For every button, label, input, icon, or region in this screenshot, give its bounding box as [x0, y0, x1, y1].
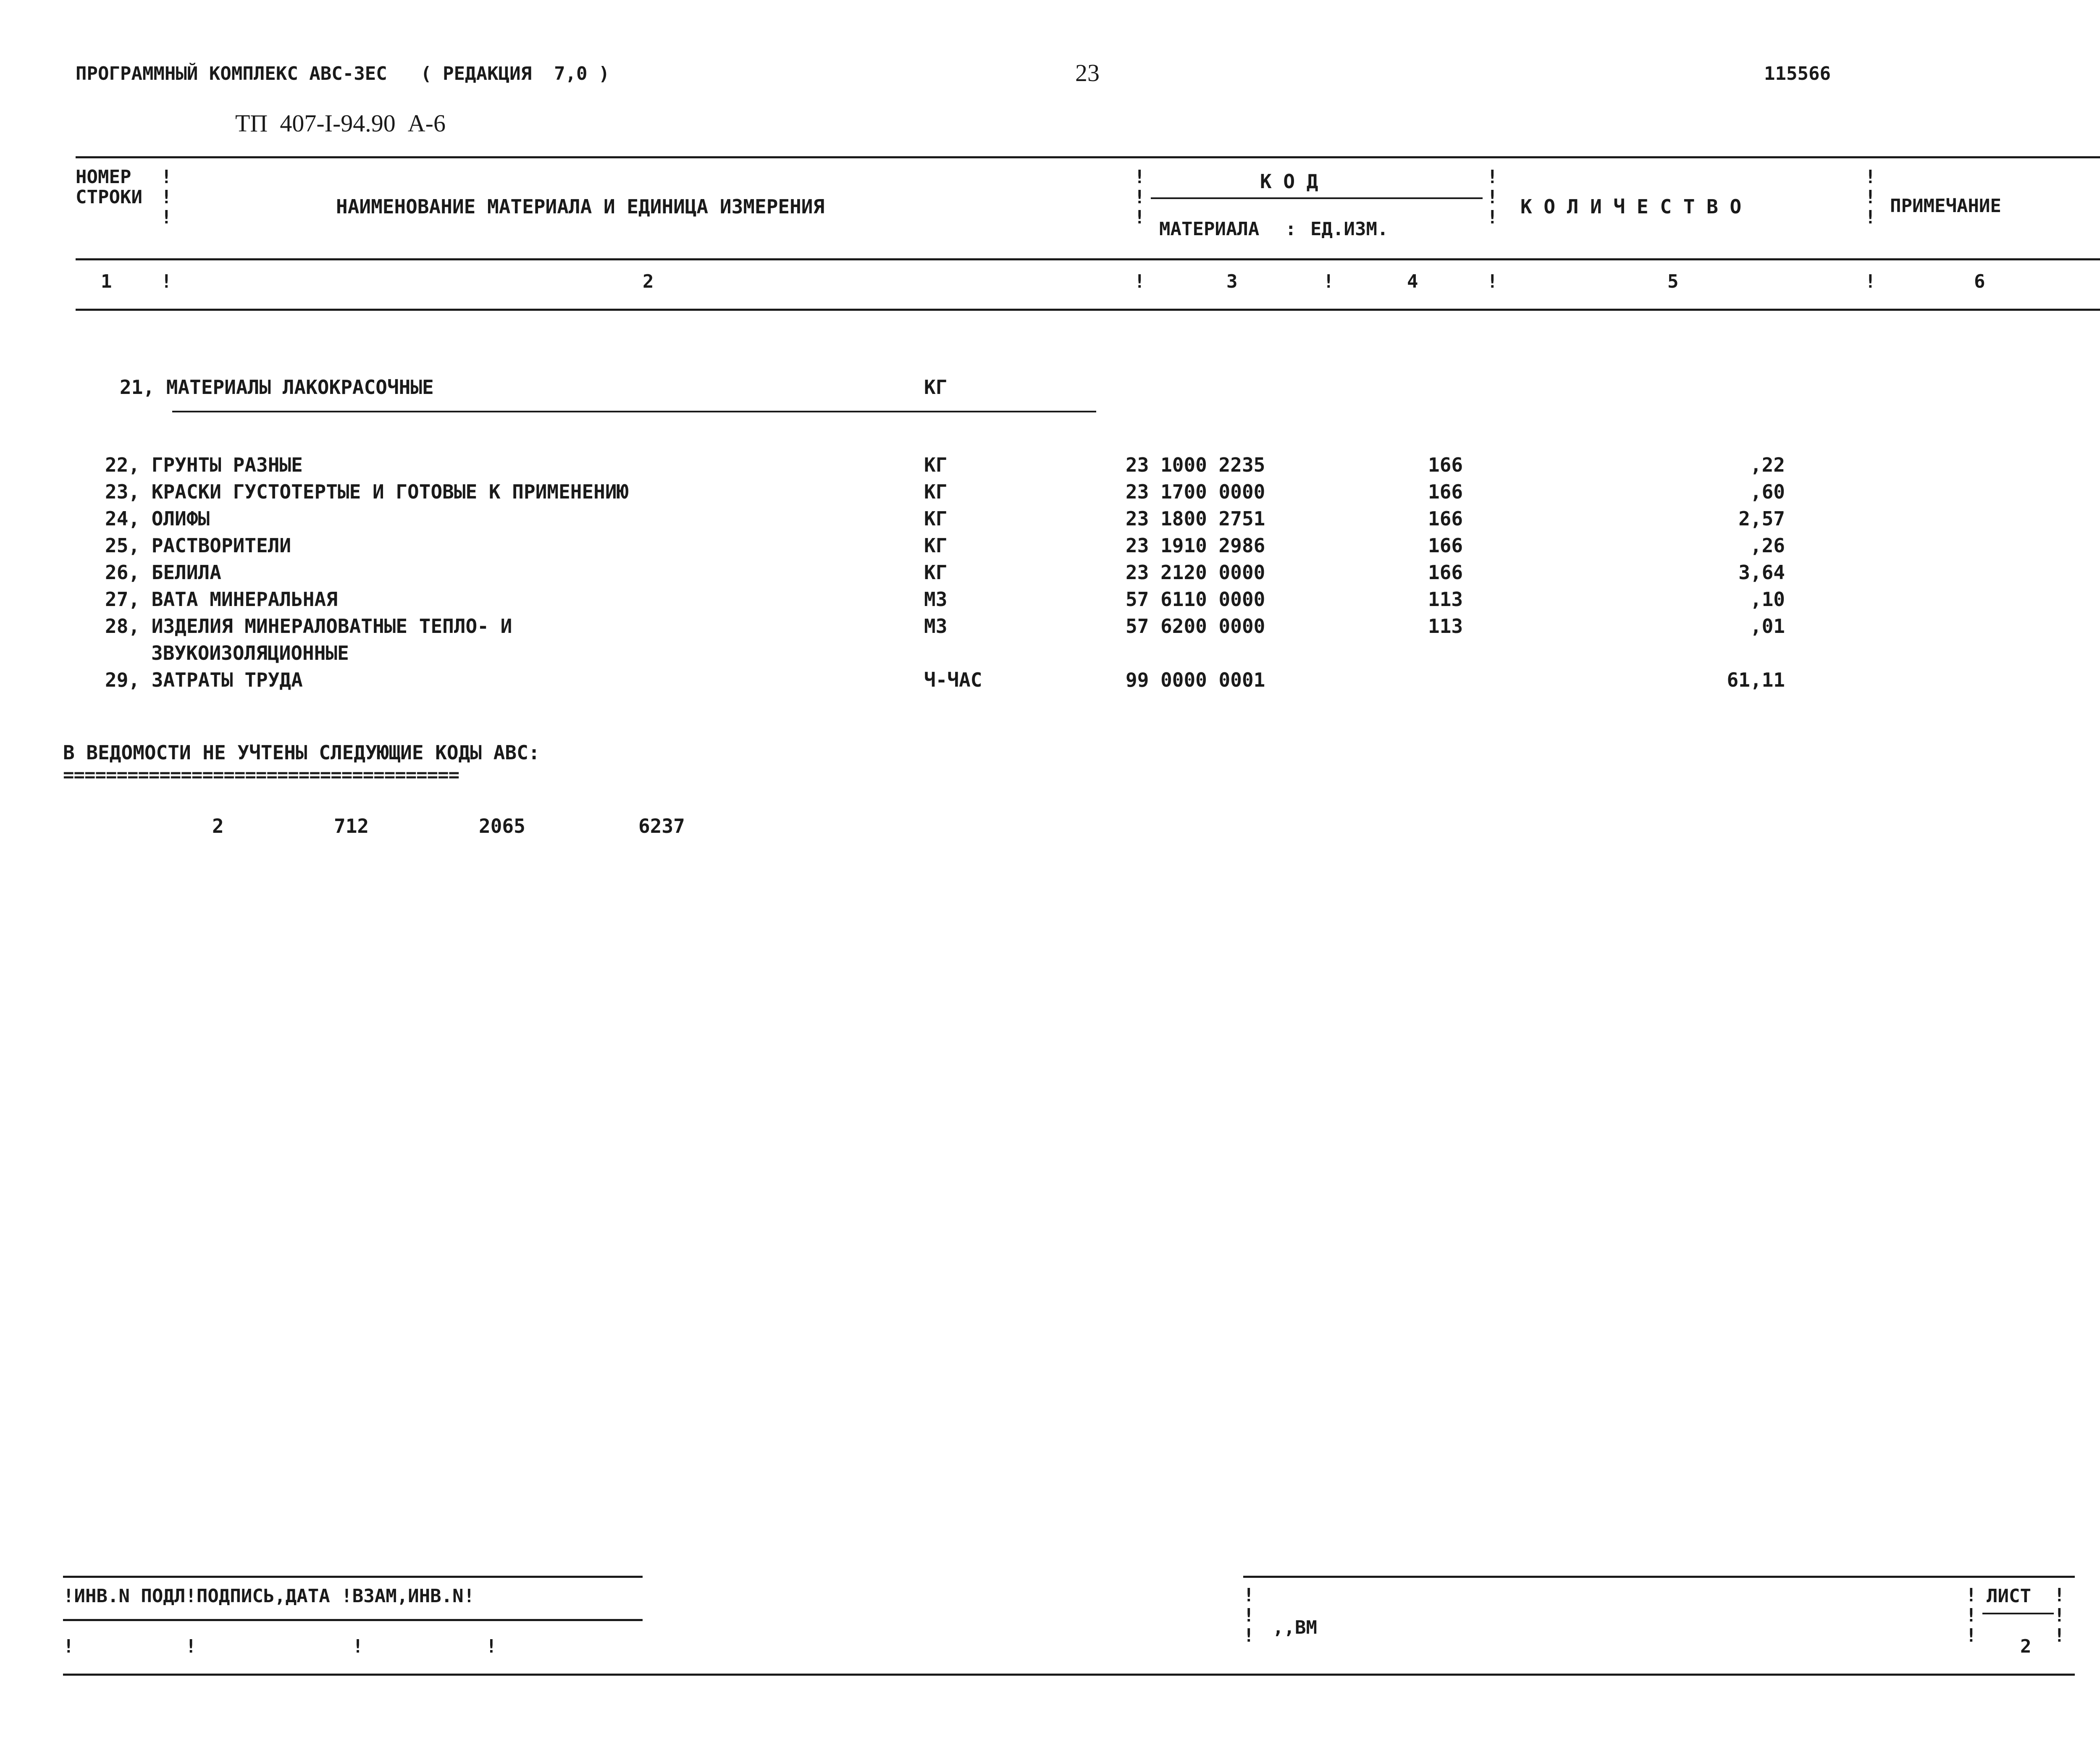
missing-code: 712: [334, 815, 369, 837]
header-col-separator: ! ! !: [1487, 166, 1498, 228]
quantity-cell: ,22: [1750, 454, 1785, 476]
unit-cell: М3: [924, 615, 948, 638]
unit-cell: КГ: [924, 507, 948, 530]
material-code-cell: 23 1700 0000: [1126, 480, 1265, 503]
program-title: ПРОГРАММНЫЙ КОМПЛЕКС АВС-3ЕС ( РЕДАКЦИЯ 7,0 ): [76, 63, 610, 84]
note-header: ПРИМЕЧАНИЕ: [1890, 195, 2001, 217]
sheet-label: ЛИСТ: [1987, 1585, 2031, 1607]
quantity-cell: ,10: [1750, 588, 1785, 611]
material-name-header: НАИМЕНОВАНИЕ МАТЕРИАЛА И ЕДИНИЦА ИЗМЕРЕНИЯ: [336, 195, 825, 218]
col-number-4: 4: [1407, 271, 1418, 292]
sheet-number: 2: [2020, 1636, 2032, 1657]
code-material-header: МАТЕРИАЛА: [1159, 218, 1260, 240]
quantity-cell: ,01: [1750, 615, 1785, 638]
group-label: 21, МАТЕРИАЛЫ ЛАКОКРАСОЧНЫЕ: [120, 376, 434, 399]
quantity-cell: ,60: [1750, 480, 1785, 503]
col-number-3: 3: [1226, 271, 1238, 292]
material-code-cell: 57 6200 0000: [1126, 615, 1265, 638]
quantity-header: К О Л И Ч Е С Т В О: [1520, 195, 1742, 218]
material-name-column: [105, 451, 628, 693]
header-col-separator: ! ! !: [1865, 166, 1876, 228]
row-number-header: НОМЕР СТРОКИ: [76, 166, 142, 208]
list-item: 27, ВАТА МИНЕРАЛЬНАЯ: [105, 588, 338, 611]
material-code-column: [1126, 451, 1265, 693]
header-col-separator: :: [1285, 218, 1297, 240]
sheet-cell-rule: [1982, 1613, 2054, 1614]
unit-code-column: [1428, 451, 1463, 666]
quantity-column: [1680, 451, 1785, 693]
missing-code: 6237: [638, 815, 685, 837]
unit-cell: М3: [924, 588, 948, 611]
footer-left-cells: ! ! ! !: [63, 1636, 497, 1657]
footer-right-separator: ! ! !: [1243, 1585, 1255, 1646]
document-code: 115566: [1764, 63, 1831, 84]
col-separator: !: [161, 271, 172, 292]
footer-right-separator: ! ! !: [2054, 1585, 2065, 1646]
group-underline: [172, 411, 1096, 412]
unit-column: [924, 451, 982, 693]
header-mid-rule: [76, 258, 2100, 260]
list-item: 24, ОЛИФЫ: [105, 507, 210, 530]
col-separator: !: [1323, 271, 1334, 292]
unit-cell: КГ: [924, 454, 948, 476]
quantity-cell: ,26: [1750, 534, 1785, 557]
col-separator: !: [1134, 271, 1145, 292]
material-code-cell: 23 1000 2235: [1126, 454, 1265, 476]
quantity-cell: 3,64: [1738, 561, 1785, 584]
col-separator: !: [1865, 271, 1876, 292]
list-item: 29, ЗАТРАТЫ ТРУДА: [105, 669, 303, 691]
col-number-1: 1: [101, 271, 112, 292]
code-header: К О Д: [1260, 170, 1318, 193]
footer-left-top-rule: [63, 1576, 643, 1578]
footer-left-header: !ИНВ.N ПОДЛ!ПОДПИСЬ,ДАТА !ВЗАМ,ИНВ.N!: [63, 1585, 475, 1607]
missing-code: 2065: [479, 815, 525, 837]
unit-code-cell: 166: [1428, 454, 1463, 476]
quantity-cell: 61,11: [1727, 669, 1785, 691]
list-item-continuation: ЗВУКОИЗОЛЯЦИОННЫЕ: [151, 642, 349, 664]
list-item: 22, ГРУНТЫ РАЗНЫЕ: [105, 454, 303, 476]
footer-right-top-rule: [1243, 1576, 2075, 1578]
project-code: ТП 407-I-94.90 А-6: [235, 110, 446, 137]
unit-code-cell: 166: [1428, 507, 1463, 530]
material-code-cell: 23 2120 0000: [1126, 561, 1265, 584]
header-top-rule: [76, 156, 2100, 158]
unit-code-cell: 113: [1428, 615, 1463, 638]
col-number-2: 2: [643, 271, 654, 292]
code-unit-header: ЕД.ИЗМ.: [1310, 218, 1389, 240]
list-item: 25, РАСТВОРИТЕЛИ: [105, 534, 291, 557]
footer-left-mid-rule: [63, 1619, 643, 1621]
col-number-6: 6: [1974, 271, 1985, 292]
quantity-cell: 2,57: [1738, 507, 1785, 530]
code-subheader-rule: [1151, 197, 1483, 199]
col-number-5: 5: [1667, 271, 1679, 292]
unit-code-cell: 113: [1428, 588, 1463, 611]
page-number: 23: [1075, 59, 1100, 87]
list-item: 28, ИЗДЕЛИЯ МИНЕРАЛОВАТНЫЕ ТЕПЛО- И: [105, 615, 512, 638]
material-code-cell: 23 1910 2986: [1126, 534, 1265, 557]
header-col-separator: ! ! !: [1134, 166, 1145, 228]
material-code-cell: 99 0000 0001: [1126, 669, 1265, 691]
missing-code: 2: [212, 815, 224, 837]
material-code-cell: 57 6110 0000: [1126, 588, 1265, 611]
footer-bottom-rule: [63, 1674, 2075, 1676]
unit-code-cell: 166: [1428, 534, 1463, 557]
header-bottom-rule: [76, 309, 2100, 311]
notice-text: В ВЕДОМОСТИ НЕ УЧТЕНЫ СЛЕДУЮЩИЕ КОДЫ АВС:: [63, 741, 540, 764]
list-item: 23, КРАСКИ ГУСТОТЕРТЫЕ И ГОТОВЫЕ К ПРИМЕНЕНИЮ: [105, 480, 629, 503]
unit-cell: КГ: [924, 480, 948, 503]
unit-cell: Ч-ЧАС: [924, 669, 982, 691]
unit-code-cell: 166: [1428, 480, 1463, 503]
notice-underline: =====================================: [63, 764, 459, 786]
header-col-separator: ! ! !: [161, 166, 172, 228]
material-code-cell: 23 1800 2751: [1126, 507, 1265, 530]
list-item: 26, БЕЛИЛА: [105, 561, 221, 584]
footer-mark: ,,ВМ: [1273, 1617, 1317, 1638]
unit-code-cell: 166: [1428, 561, 1463, 584]
group-unit: КГ: [924, 376, 948, 399]
unit-cell: КГ: [924, 561, 948, 584]
col-separator: !: [1487, 271, 1498, 292]
unit-cell: КГ: [924, 534, 948, 557]
footer-right-separator: ! ! !: [1966, 1585, 1977, 1646]
